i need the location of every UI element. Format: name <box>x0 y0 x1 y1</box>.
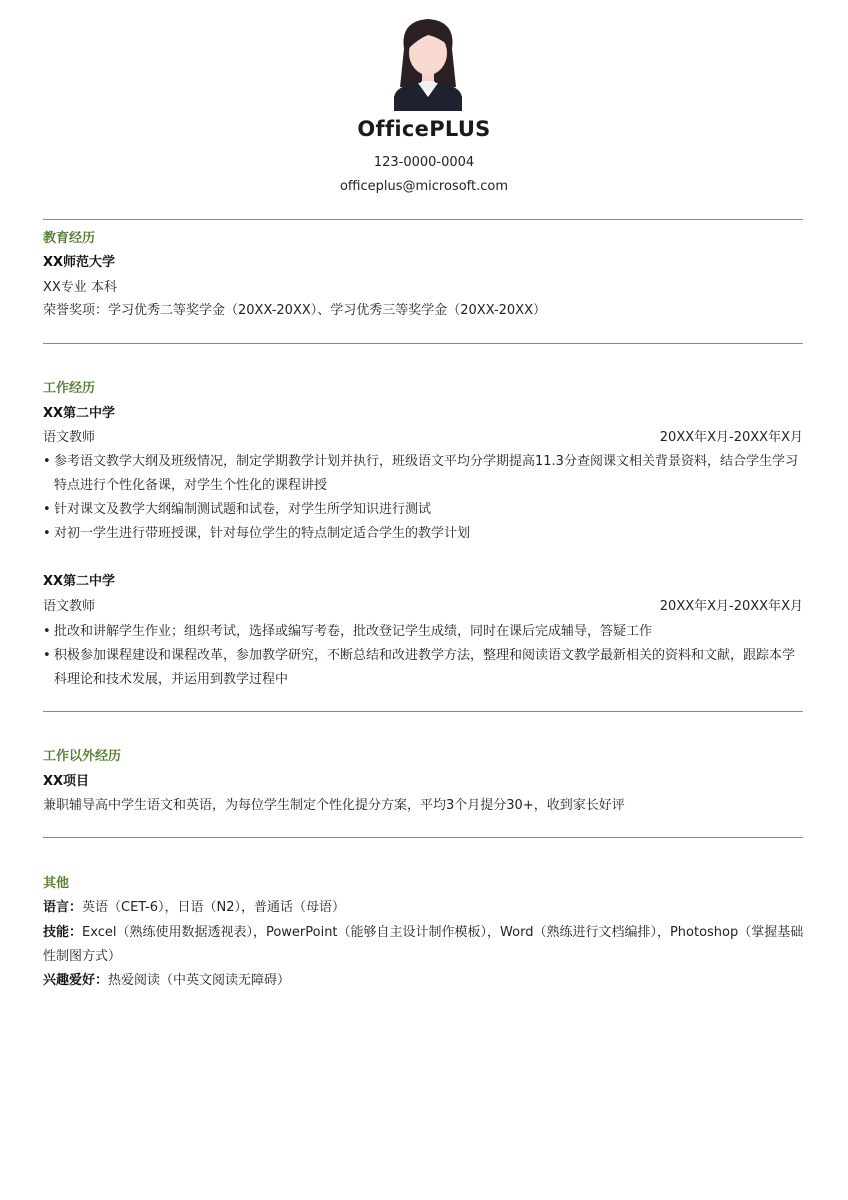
divider <box>43 343 803 344</box>
skills-line <box>43 921 805 969</box>
honors-text: 荣誉奖项：学习优秀二等奖学金（20XX-20XX）、学习优秀三等奖学金（20XX-20XX） <box>43 303 547 318</box>
school-name: XX师范大学 <box>43 255 116 270</box>
section-title-extra: 工作以外经历 <box>43 749 122 764</box>
languages-value: 英语（CET-6），日语（N2），普通话（母语） <box>82 900 346 915</box>
section-title-other: 其他 <box>43 876 70 891</box>
section-title-work: 工作经历 <box>43 381 96 396</box>
job-org: XX第二中学 <box>43 574 116 589</box>
project-name: XX项目 <box>43 774 90 789</box>
job-org: XX第二中学 <box>43 406 116 421</box>
list-item: • 积极参加课程建设和课程改革，参加教学研究，不断总结和改进教学方法，整理和阅读语文教学最新相关的资料和文献，跟踪本学科理论和技术发展，并运用到教学过程中 <box>43 648 796 687</box>
divider <box>43 219 803 220</box>
candidate-name: OfficePLUS <box>357 117 491 141</box>
job-role: 语文教师 <box>43 599 96 614</box>
project-desc: 兼职辅导高中学生语文和英语，为每位学生制定个性化提分方案，平均3个月提分30+，收到家长好评 <box>43 798 625 813</box>
skills-value: Excel（熟练使用数据透视表），PowerPoint（能够自主设计制作模板），Word（熟练进行文档编排），Photoshop（掌握基础性制图方式） <box>43 925 804 964</box>
hobbies-line <box>43 969 805 993</box>
divider <box>43 711 803 712</box>
list-item: • 参考语文教学大纲及班级情况，制定学期教学计划并执行，班级语文平均分学期提高11.3分查阅课文相关背景资料，结合学生学习特点进行个性化备课，对学生个性化的课程讲授 <box>43 454 798 493</box>
job-period: 20XX年X月-20XX年X月 <box>659 599 803 614</box>
email-text: officeplus@microsoft.com <box>339 179 509 194</box>
section-title-education: 教育经历 <box>43 231 96 246</box>
list-item: • 批改和讲解学生作业；组织考试，选择或编写考卷，批改登记学生成绩，同时在课后完成辅导，答疑工作 <box>43 624 653 639</box>
avatar-icon <box>390 15 466 111</box>
job-role: 语文教师 <box>43 430 96 445</box>
list-item: • 针对课文及教学大纲编制测试题和试卷，对学生所学知识进行测试 <box>43 502 432 517</box>
job-period: 20XX年X月-20XX年X月 <box>659 430 803 445</box>
hobbies-label: 兴趣爱好： <box>43 973 109 988</box>
phone-text: 123-0000-0004 <box>373 155 475 170</box>
languages-line <box>43 896 805 920</box>
list-item: • 对初一学生进行带班授课，针对每位学生的特点制定适合学生的教学计划 <box>43 526 471 541</box>
major-text: XX专业 本科 <box>43 280 117 295</box>
hobbies-value: 热爱阅读（中英文阅读无障碍） <box>108 973 291 988</box>
languages-label: 语言： <box>43 900 83 915</box>
divider <box>43 837 803 838</box>
skills-label: 技能： <box>43 925 83 940</box>
